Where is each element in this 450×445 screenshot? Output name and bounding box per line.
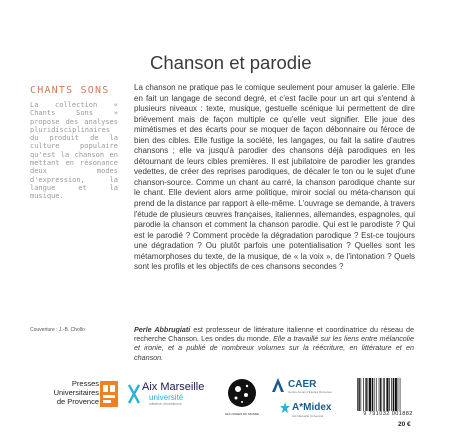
amidex-subtitle: Aix-Marseille Université [292,414,324,418]
publisher-logos [0,374,450,434]
amidex-icon [280,402,290,414]
author-bio [134,325,414,362]
pup-line-3: de Provence [56,397,99,406]
back-cover-blurb: La chanson ne pratique pas le comique seulement pour amuser la galerie. Elle en fait un langage de second degré, et c'est facile pour un art qui s'entend à plusieurs niveaux : texte, musique, gestuelle scénique lui permettent de dire brièvement mais de façon multiple ce qu'elle veut signifier. Elle joue des mimétismes et des écarts pour se moquer de façon débonnaire ou féroce de bien des cibles. Elle fustige la société, les langages, ou fait la satire d'autres chansons ; elle va jusqu'à parodier des chansons déjà parodiques en les détournant de leurs cibles premières. Il est jubilatoire de parodier les grandes vedettes, de créer des reprises parodiques, de décaler le ton ou le sujet d'une chanson-source. Comme un chant au carré, la chanson parodique chante sur le chant. Elle devient alors arme politique, miroir social ou méta-chanson qui prend de la distance par rapport à elle-même. L'ouvrage se demande, à travers l'étude de plusieurs œuvres françaises, italiennes, allemandes, espagnoles, qui parodie la chanson et comment la chanson parodie. Qui est le parodiste ? Qui est le parodié ? Comment procède la dégradation parodique ? Est-ce toujours une dégradation ? Ou plutôt parfois une potentialisation ? Quelles sont les métamorphoses du texte, de la musique, de « la voix », de l'intonation ? Quels sont les profils et les objectifs de ces chansons secondes ? [134,83,415,272]
globe-icon [222,377,262,411]
book-title: Chanson et parodie [150,52,312,73]
author-name: Perle Abbrugiati [134,325,191,334]
price: 20 € [398,421,411,428]
amu-name: Aix Marseille [142,381,205,393]
amu-logo-icon [128,383,140,405]
amu-logo [128,381,210,409]
isbn-barcode [356,378,420,412]
caer-logo [270,376,330,396]
pup-line-2: Universitaires [53,388,99,397]
cover-credit: Couverture : J.-B. Chollo [30,327,85,333]
ondes-du-monde-logo [222,377,262,423]
ondes-du-monde-label: LES ONDES DU MONDE [224,412,260,416]
amidex-logo [280,400,344,424]
caer-icon [270,376,286,394]
isbn-number: 9 791032 001882 [363,411,413,417]
author-bio-text: est professeur de littérature italienne et coordinatrice du réseau de recherche Chanson. Les ondes du monde. [134,325,415,344]
collection-heading: CHANTS SONS [30,85,110,96]
amidex-label: A*Midex [292,402,332,413]
collection-description: La collection « Chants Sons » propose des analyses pluridisciplinaires du produit de la culture populaire qu'est la chanson en mettant en résonance deux modes d'expression, la langue et la musique. [30,101,118,201]
amu-subname: université [149,393,184,402]
amu-tagline: initiative d'excellence [149,402,182,406]
pup-line-1: Presses [71,379,99,388]
caer-subtitle: Centre Aixois d'Études Romanes [288,390,332,394]
pup-logo-icon [100,381,118,407]
pup-logo-text [41,379,99,406]
caer-label: CAER [288,379,317,390]
author-bio-italic: Elle a travaillé sur les liens entre mélancolie et ironie, et a publié de nombreux volumes sur la réécriture, en littérature et en chanson. [134,334,414,362]
